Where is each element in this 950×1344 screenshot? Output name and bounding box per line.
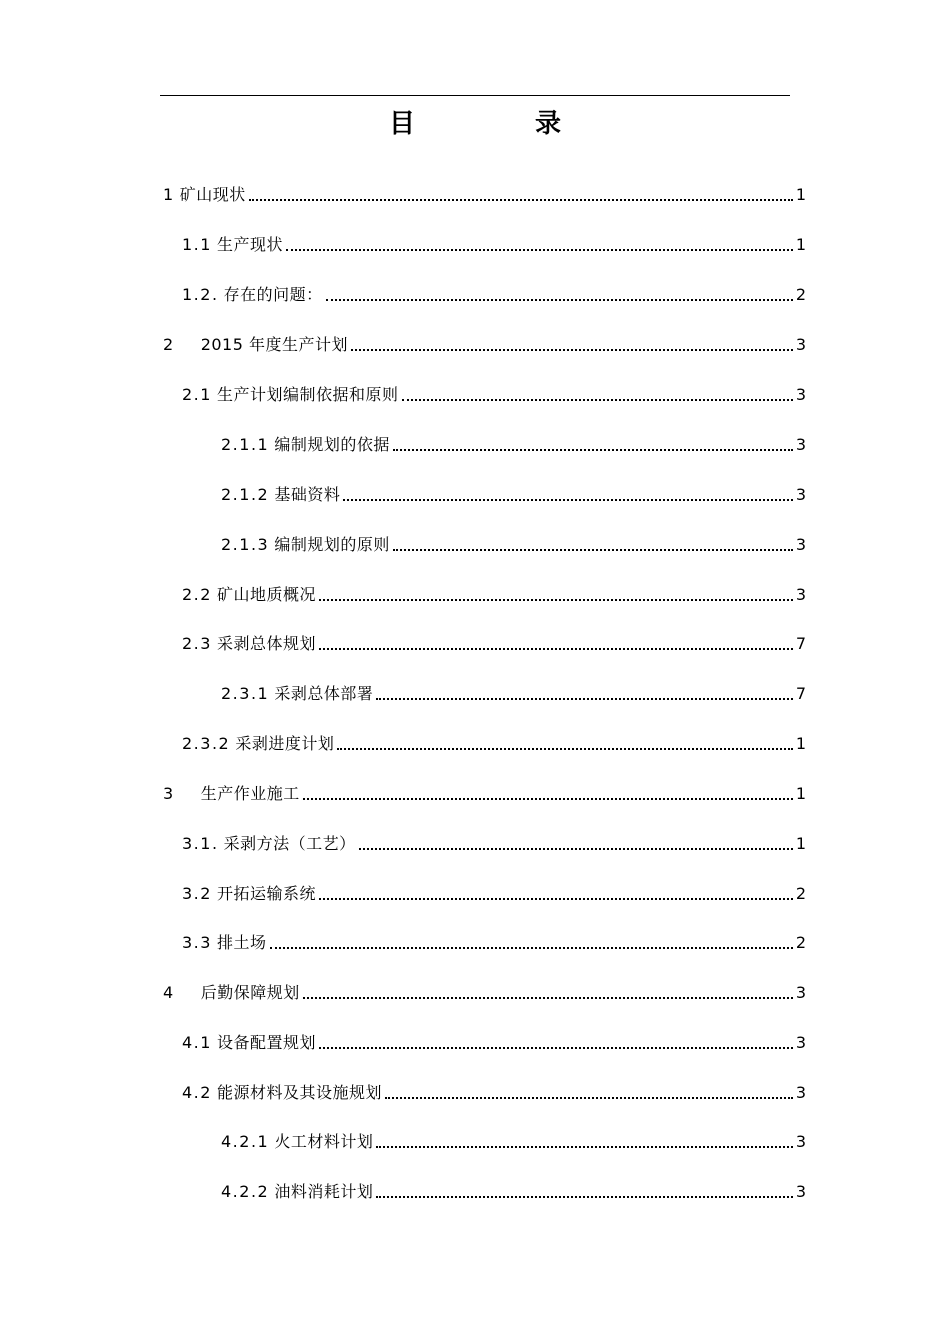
toc-entry-page: 7 bbox=[795, 684, 806, 703]
toc-entry-label: 火工材料计划 bbox=[274, 1132, 374, 1151]
toc-entry-number: 2.1.3 bbox=[221, 535, 270, 554]
toc-entry-page: 2 bbox=[795, 884, 806, 903]
toc-leader-dots bbox=[385, 1097, 793, 1099]
toc-entry-label: 开拓运输系统 bbox=[217, 884, 317, 903]
toc-leader-dots bbox=[303, 997, 793, 999]
toc-leader-dots bbox=[376, 1146, 792, 1148]
toc-entry[interactable] bbox=[182, 583, 806, 607]
toc-leader-dots bbox=[249, 199, 793, 201]
toc-entry[interactable] bbox=[221, 682, 806, 706]
toc-entry[interactable] bbox=[182, 832, 806, 856]
toc-entry[interactable] bbox=[182, 283, 806, 307]
toc-entry-page: 2 bbox=[795, 285, 806, 304]
toc-entry-number: 4.2.2 bbox=[221, 1182, 270, 1201]
toc-entry-number: 4.2.1 bbox=[221, 1132, 270, 1151]
toc-entry-label: 矿山现状 bbox=[179, 185, 246, 204]
toc-entry-page: 7 bbox=[795, 634, 806, 653]
toc-entry[interactable] bbox=[182, 732, 806, 756]
toc-entry[interactable] bbox=[221, 433, 806, 457]
toc-entry-label: 存在的问题： bbox=[223, 285, 323, 304]
toc-entry-page: 3 bbox=[795, 485, 806, 504]
toc-entry-number: 4.2 bbox=[182, 1083, 212, 1102]
title-char-left: 目 bbox=[388, 109, 415, 139]
toc-entry-page: 1 bbox=[795, 235, 806, 254]
toc-entry-label: 排土场 bbox=[217, 933, 267, 952]
toc-entry[interactable] bbox=[163, 782, 806, 806]
toc-leader-dots bbox=[343, 499, 792, 501]
page-title bbox=[0, 104, 950, 144]
toc-leader-dots bbox=[326, 299, 793, 301]
toc-entry-number: 4 bbox=[163, 983, 175, 1002]
toc-entry-label: 生产作业施工 bbox=[200, 784, 300, 803]
toc-entry-label: 生产计划编制依据和原则 bbox=[217, 385, 399, 404]
toc-entry[interactable] bbox=[182, 1081, 806, 1105]
toc-entry[interactable] bbox=[221, 483, 806, 507]
toc-leader-dots bbox=[319, 1047, 793, 1049]
toc-leader-dots bbox=[270, 947, 793, 949]
toc-entry-number: 3 bbox=[163, 784, 175, 803]
toc-entry-label: 采剥总体规划 bbox=[217, 634, 317, 653]
toc-entry-number: 2.1 bbox=[182, 385, 212, 404]
toc-entry-number: 2.3.2 bbox=[182, 734, 231, 753]
toc-entry-number: 2.1.1 bbox=[221, 435, 270, 454]
toc-entry[interactable] bbox=[221, 1130, 806, 1154]
toc-entry-number: 2 bbox=[163, 335, 175, 354]
toc-entry-page: 1 bbox=[795, 784, 806, 803]
toc-entry[interactable] bbox=[163, 333, 806, 357]
toc-leader-dots bbox=[376, 698, 792, 700]
toc-entry[interactable] bbox=[182, 233, 806, 257]
toc-entry-number: 2.3 bbox=[182, 634, 212, 653]
toc-leader-dots bbox=[351, 349, 793, 351]
toc-entry-page: 3 bbox=[795, 535, 806, 554]
toc-entry-number: 2.3.1 bbox=[221, 684, 270, 703]
toc-leader-dots bbox=[319, 648, 793, 650]
toc-entry-number: 1.2. bbox=[182, 285, 219, 304]
toc-entry[interactable] bbox=[163, 981, 806, 1005]
toc-entry-number: 3.3 bbox=[182, 933, 212, 952]
toc-entry-number: 3.1. bbox=[182, 834, 219, 853]
toc-entry-label: 能源材料及其设施规划 bbox=[217, 1083, 383, 1102]
toc-entry-page: 3 bbox=[795, 983, 806, 1002]
toc-leader-dots bbox=[319, 599, 793, 601]
toc-leader-dots bbox=[376, 1196, 792, 1198]
toc-leader-dots bbox=[393, 549, 793, 551]
toc-entry[interactable] bbox=[182, 632, 806, 656]
toc-leader-dots bbox=[337, 748, 792, 750]
toc-entry-page: 2 bbox=[795, 933, 806, 952]
toc-entry-label: 采剥进度计划 bbox=[235, 734, 335, 753]
toc-entry-page: 3 bbox=[795, 335, 806, 354]
toc-entry-number: 1.1 bbox=[182, 235, 212, 254]
header-rule bbox=[160, 95, 790, 96]
toc-leader-dots bbox=[359, 848, 793, 850]
toc-entry-label: 2015 年度生产计划 bbox=[200, 335, 348, 354]
toc-leader-dots bbox=[402, 399, 793, 401]
toc-entry-label: 矿山地质概况 bbox=[217, 585, 317, 604]
toc-leader-dots bbox=[303, 798, 793, 800]
toc-entry-page: 1 bbox=[795, 834, 806, 853]
toc-leader-dots bbox=[393, 449, 793, 451]
toc-leader-dots bbox=[286, 249, 793, 251]
toc-entry-page: 3 bbox=[795, 1182, 806, 1201]
toc-entry-label: 生产现状 bbox=[217, 235, 284, 254]
toc-entry-number: 2.1.2 bbox=[221, 485, 270, 504]
toc-entry-label: 采剥总体部署 bbox=[274, 684, 374, 703]
toc-entry-label: 编制规划的原则 bbox=[274, 535, 390, 554]
toc-entry-page: 3 bbox=[795, 1132, 806, 1151]
toc-entry[interactable] bbox=[182, 383, 806, 407]
toc-entry-label: 基础资料 bbox=[274, 485, 341, 504]
toc-entry-page: 3 bbox=[795, 1083, 806, 1102]
toc-entry[interactable] bbox=[182, 1031, 806, 1055]
toc-entry-page: 1 bbox=[795, 185, 806, 204]
toc-entry-page: 3 bbox=[795, 585, 806, 604]
toc-entry[interactable] bbox=[221, 533, 806, 557]
toc-entry-label: 后勤保障规划 bbox=[200, 983, 300, 1002]
toc-leader-dots bbox=[319, 898, 793, 900]
toc-entry-label: 油料消耗计划 bbox=[274, 1182, 374, 1201]
toc-entry-page: 3 bbox=[795, 435, 806, 454]
toc-entry[interactable] bbox=[182, 882, 806, 906]
toc-entry[interactable] bbox=[221, 1180, 806, 1204]
toc-entry-number: 2.2 bbox=[182, 585, 212, 604]
toc-entry-number: 1 bbox=[163, 185, 175, 204]
toc-entry[interactable] bbox=[163, 183, 806, 207]
toc-entry[interactable] bbox=[182, 931, 806, 955]
title-char-right: 录 bbox=[535, 109, 562, 139]
toc-entry-label: 设备配置规划 bbox=[217, 1033, 317, 1052]
toc-entry-page: 3 bbox=[795, 385, 806, 404]
toc-entry-label: 编制规划的依据 bbox=[274, 435, 390, 454]
toc-entry-label: 采剥方法（工艺） bbox=[223, 834, 356, 853]
toc-entry-page: 3 bbox=[795, 1033, 806, 1052]
toc-entry-page: 1 bbox=[795, 734, 806, 753]
toc-entry-number: 3.2 bbox=[182, 884, 212, 903]
toc-entry-number: 4.1 bbox=[182, 1033, 212, 1052]
